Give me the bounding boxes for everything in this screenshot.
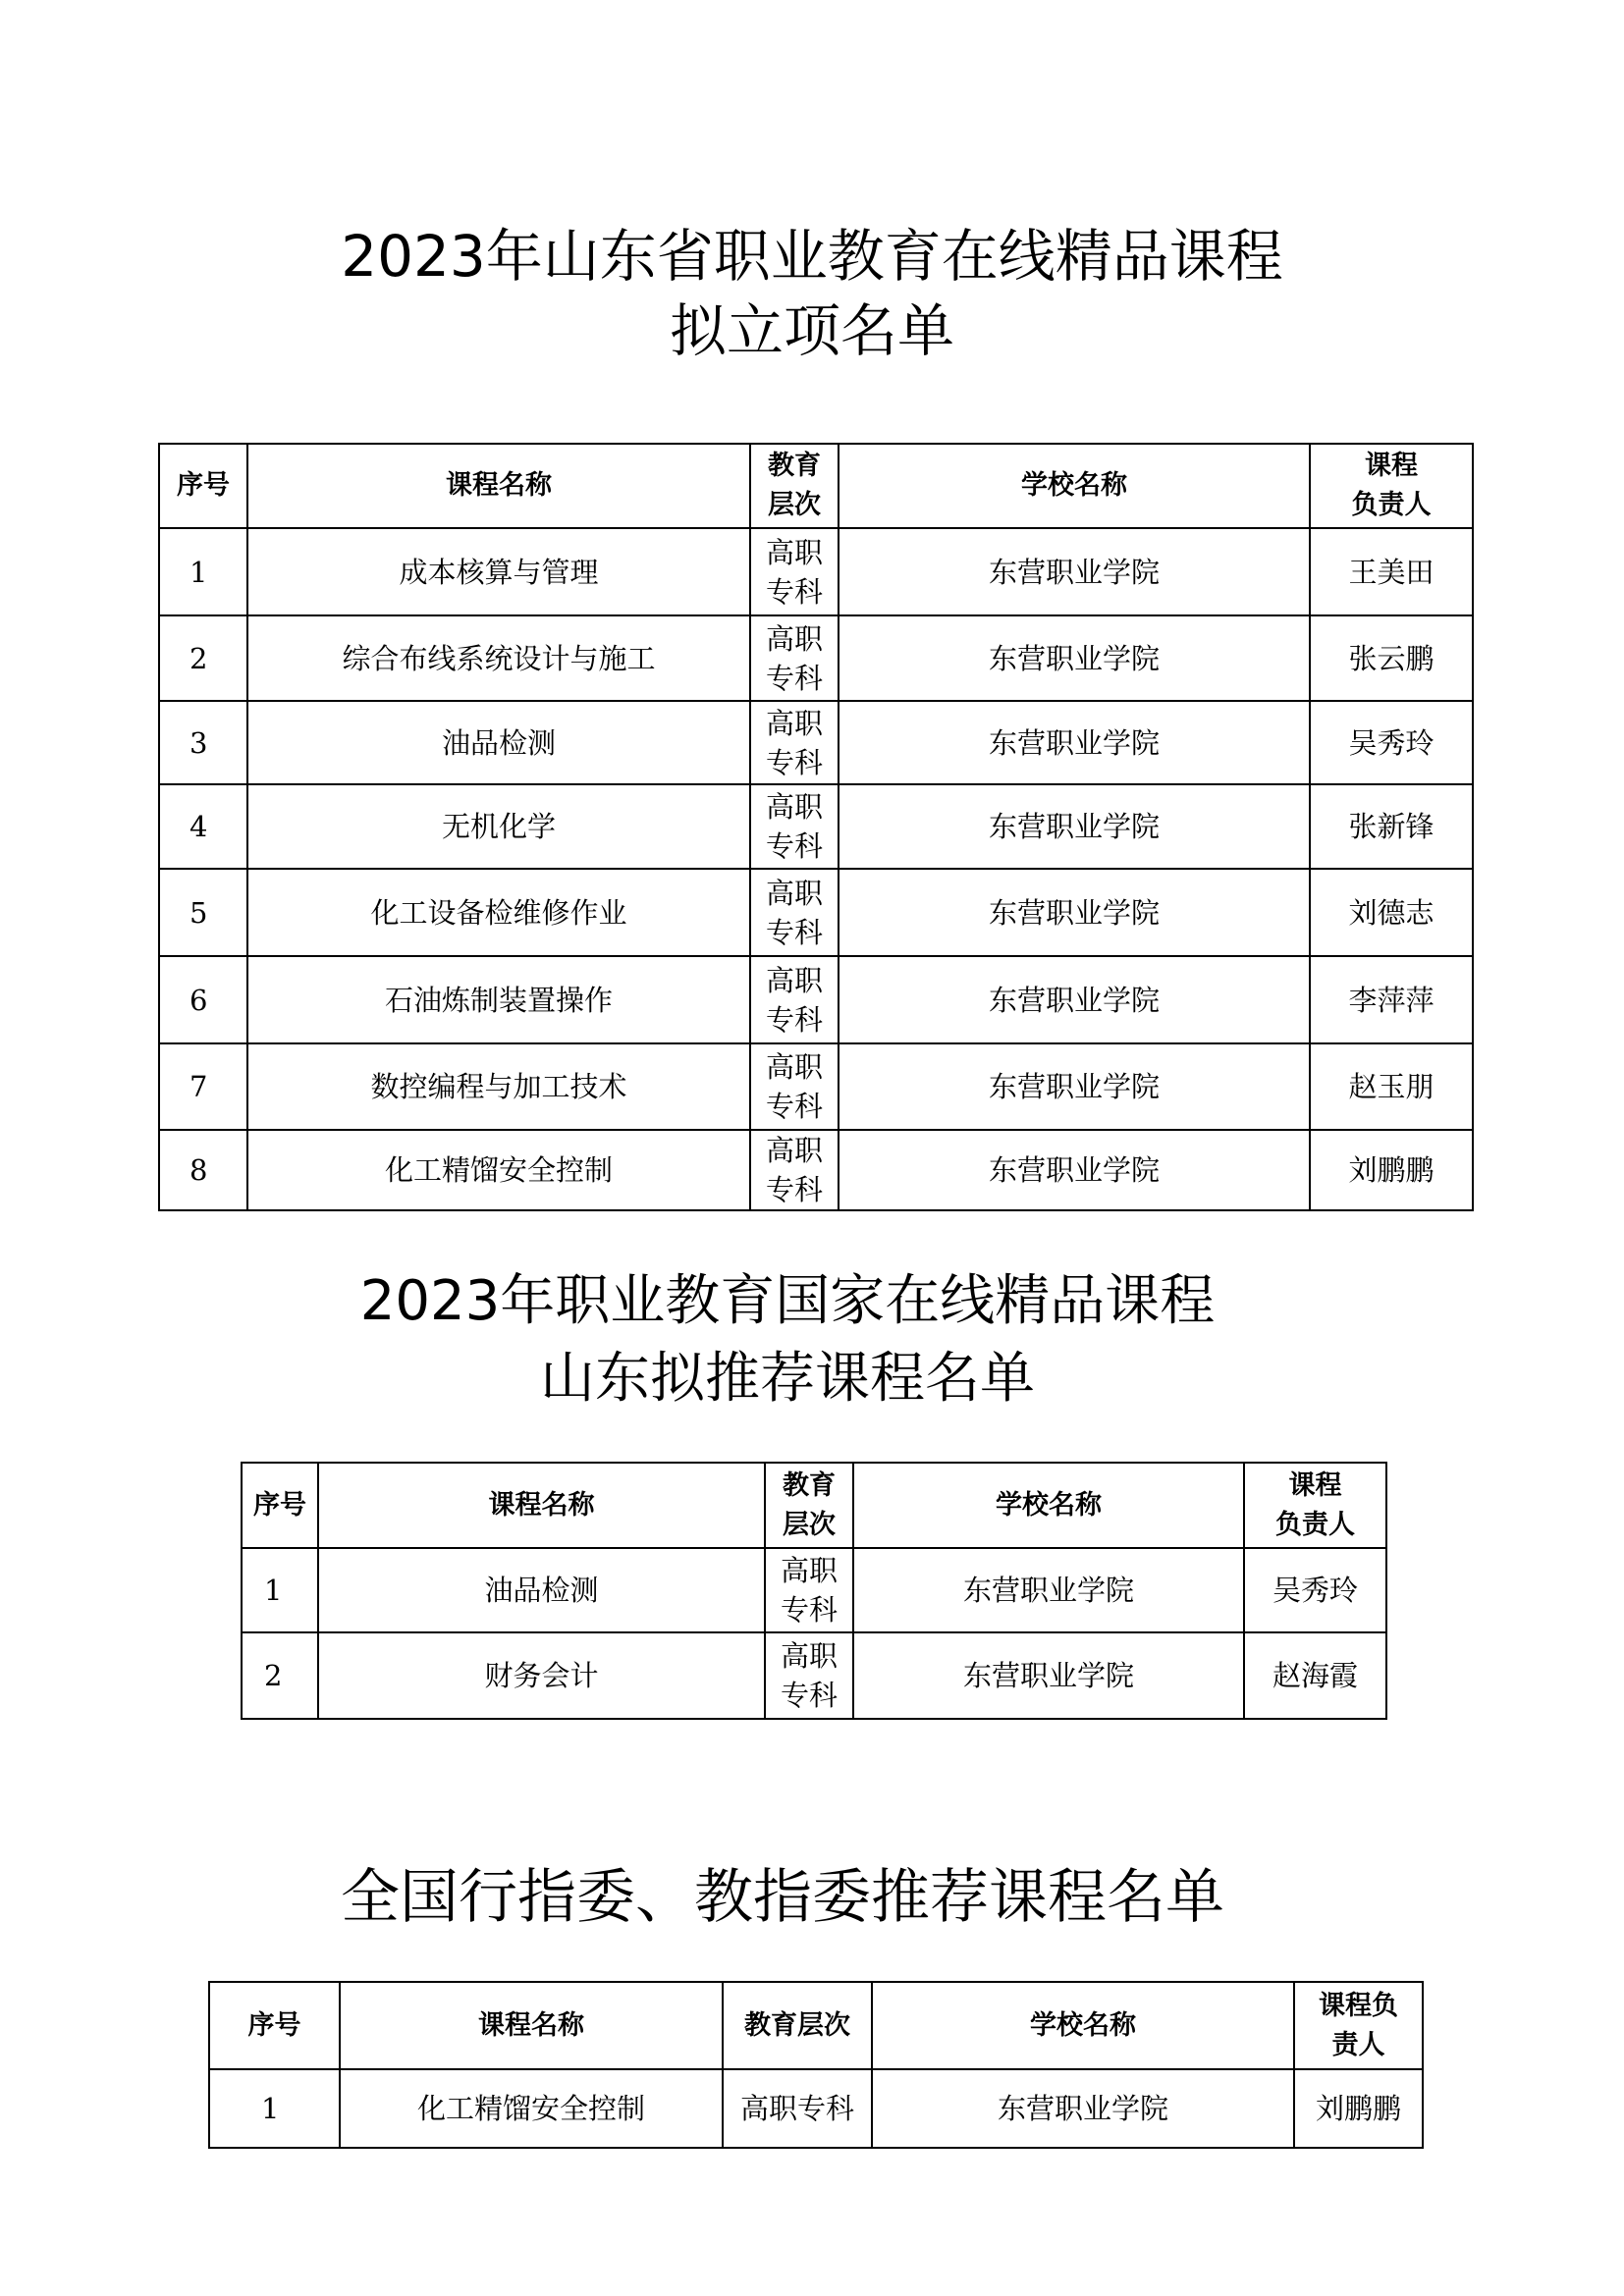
cell-level-line1: 高职 [765,706,823,740]
header-lead-line2: 负责人 [1351,490,1432,520]
header-lead [1310,444,1473,528]
cell-lead: 赵海霞 [1244,1632,1386,1719]
header-course: 课程名称 [318,1463,765,1548]
cell-level-line2: 专科 [765,1002,823,1037]
cell-school: 东营职业学院 [839,784,1310,869]
table-row [159,701,1473,784]
cell-lead: 吴秀玲 [1244,1548,1386,1632]
header-no: 序号 [159,444,247,528]
cell-course: 财务会计 [318,1632,765,1719]
header-lead [1244,1463,1386,1548]
section2-title-line1: 2023年职业教育国家在线精品课程 [359,1269,1216,1333]
table-row [159,615,1473,701]
cell-level-line2: 专科 [765,574,823,609]
header-course: 课程名称 [340,1982,723,2069]
section1-table [158,443,1474,1211]
section3-title: 全国行指委、教指委推荐课程名单 [341,1863,1224,1932]
header-level [750,444,839,528]
cell-level [750,956,839,1043]
cell-level-line2: 专科 [780,1593,838,1627]
header-lead-line1: 课程 [1365,451,1418,481]
header-course: 课程名称 [247,444,750,528]
cell-level-line2: 专科 [765,829,823,863]
cell-level-line1: 高职 [765,621,823,656]
cell-level [750,1043,839,1130]
cell-level [750,1130,839,1210]
cell-level-line1: 高职 [765,1050,823,1084]
section2-title-line2: 山东拟推荐课程名单 [540,1347,1035,1411]
cell-level-line1: 高职 [765,535,823,569]
table-row [159,869,1473,956]
header-school: 学校名称 [872,1982,1294,2069]
header-level-line1: 教育 [768,451,821,481]
cell-no: 1 [209,2069,340,2148]
cell-school: 东营职业学院 [839,615,1310,701]
cell-course: 数控编程与加工技术 [247,1043,750,1130]
cell-level-line2: 专科 [765,915,823,949]
table-row [159,1130,1473,1210]
table-row [159,784,1473,869]
header-lead-line1: 课程 [1288,1469,1342,1501]
table-row [209,2069,1423,2148]
cell-school: 东营职业学院 [839,956,1310,1043]
header-level-line1: 教育 [783,1469,836,1501]
cell-level [750,615,839,701]
cell-school: 东营职业学院 [839,869,1310,956]
cell-no: 1 [159,528,247,615]
cell-level [750,869,839,956]
header-lead-line2: 责人 [1331,2029,1385,2060]
cell-course: 油品检测 [247,701,750,784]
section1-title-line1: 2023年山东省职业教育在线精品课程 [341,223,1283,290]
cell-level [765,1548,853,1632]
cell-course: 石油炼制装置操作 [247,956,750,1043]
header-lead-line1: 课程负 [1319,1990,1398,2021]
cell-lead: 刘德志 [1310,869,1473,956]
cell-lead: 王美田 [1310,528,1473,615]
cell-level-line1: 高职 [780,1639,838,1673]
cell-level [750,528,839,615]
table-row [159,956,1473,1043]
cell-course: 化工设备检维修作业 [247,869,750,956]
cell-no: 2 [242,1632,318,1719]
table-header-row [242,1463,1386,1548]
cell-level-line1: 高职 [765,790,823,824]
cell-school: 东营职业学院 [839,1130,1310,1210]
cell-lead: 刘鹏鹏 [1310,1130,1473,1210]
table-header-row [159,444,1473,528]
cell-school: 东营职业学院 [872,2069,1294,2148]
cell-level-line2: 专科 [765,745,823,779]
header-level-line2: 层次 [768,490,821,520]
cell-level [750,701,839,784]
header-level [765,1463,853,1548]
cell-lead: 刘鹏鹏 [1294,2069,1423,2148]
header-level: 教育层次 [723,1982,872,2069]
cell-course: 化工精馏安全控制 [247,1130,750,1210]
section3-table [208,1981,1424,2149]
cell-lead: 李萍萍 [1310,956,1473,1043]
header-lead-line2: 负责人 [1275,1509,1355,1540]
header-school: 学校名称 [853,1463,1244,1548]
cell-lead: 张云鹏 [1310,615,1473,701]
header-level-line2: 层次 [783,1509,836,1540]
cell-level [750,784,839,869]
header-lead [1294,1982,1423,2069]
cell-lead: 吴秀玲 [1310,701,1473,784]
table-row [159,528,1473,615]
cell-level-line1: 高职 [765,963,823,997]
cell-no: 4 [159,784,247,869]
table-header-row [209,1982,1423,2069]
cell-level-line2: 专科 [780,1679,838,1712]
cell-school: 东营职业学院 [839,528,1310,615]
cell-school: 东营职业学院 [839,701,1310,784]
table-row [242,1548,1386,1632]
cell-level [765,1632,853,1719]
table-row [159,1043,1473,1130]
cell-level: 高职专科 [723,2069,872,2148]
cell-no: 7 [159,1043,247,1130]
cell-school: 东营职业学院 [839,1043,1310,1130]
cell-level-line2: 专科 [765,1173,823,1206]
cell-lead: 赵玉朋 [1310,1043,1473,1130]
cell-no: 6 [159,956,247,1043]
header-no: 序号 [209,1982,340,2069]
section2-table [241,1462,1387,1720]
header-no: 序号 [242,1463,318,1548]
cell-level-line1: 高职 [765,1134,823,1167]
cell-no: 3 [159,701,247,784]
cell-course: 综合布线系统设计与施工 [247,615,750,701]
cell-course: 油品检测 [318,1548,765,1632]
cell-course: 无机化学 [247,784,750,869]
section1-title-line2: 拟立项名单 [669,297,954,364]
cell-no: 2 [159,615,247,701]
cell-no: 5 [159,869,247,956]
cell-school: 东营职业学院 [853,1632,1244,1719]
cell-level-line2: 专科 [765,1090,823,1123]
cell-level-line2: 专科 [765,661,823,695]
cell-level-line1: 高职 [780,1554,838,1587]
cell-course: 成本核算与管理 [247,528,750,615]
cell-no: 8 [159,1130,247,1210]
cell-lead: 张新锋 [1310,784,1473,869]
cell-school: 东营职业学院 [853,1548,1244,1632]
cell-no: 1 [242,1548,318,1632]
table-row [242,1632,1386,1719]
header-school: 学校名称 [839,444,1310,528]
cell-course: 化工精馏安全控制 [340,2069,723,2148]
cell-level-line1: 高职 [765,876,823,910]
